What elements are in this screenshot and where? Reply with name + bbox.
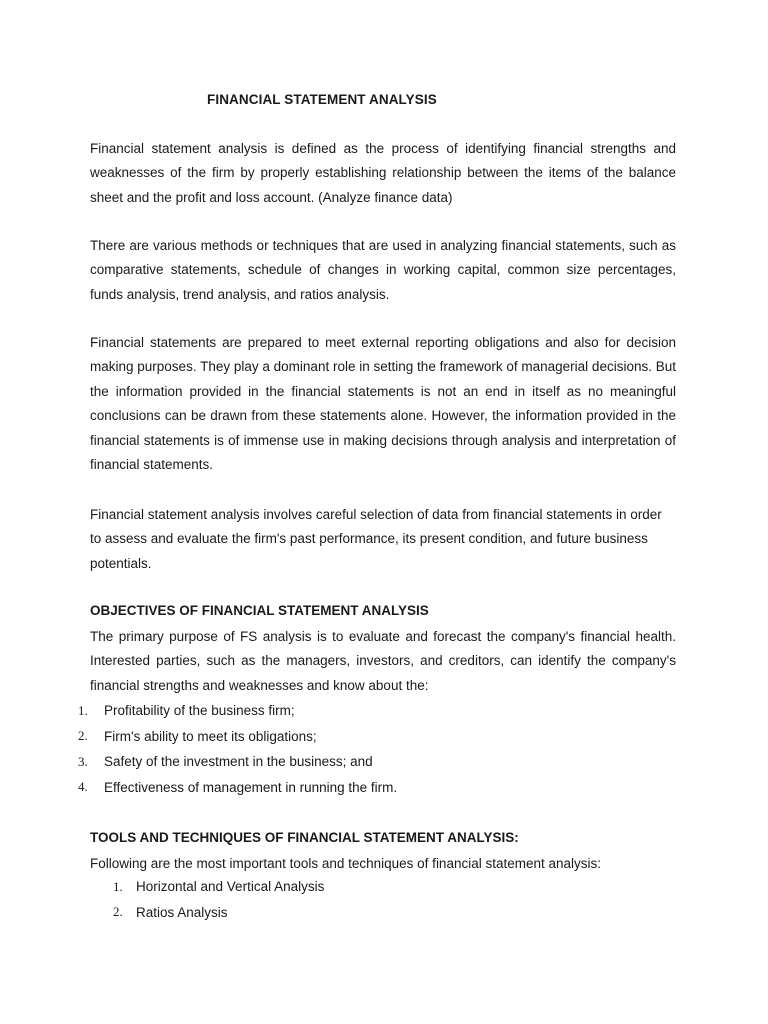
list-number: 4. <box>78 779 88 795</box>
objectives-intro: The primary purpose of FS analysis is to evaluate and forecast the company's financial health. Interested parties, such as the managers, investors, and creditors, can identify the company's financial strengths and weaknesses and know about the: <box>90 629 676 693</box>
objectives-list <box>78 698 397 800</box>
list-item <box>113 874 324 900</box>
list-text: Safety of the investment in the business; and <box>104 754 373 770</box>
list-number: 1. <box>78 702 88 718</box>
list-number: 2. <box>113 904 123 920</box>
paragraph-definition: Financial statement analysis is defined as the process of identifying financial strengths and weaknesses of the firm by properly establishing relationship between the items of the balance sheet and the profit and loss account. (Analyze finance data) <box>90 141 676 205</box>
list-item <box>78 698 397 724</box>
document-title: FINANCIAL STATEMENT ANALYSIS <box>207 92 437 107</box>
list-item <box>78 775 397 801</box>
tools-intro: Following are the most important tools and techniques of financial statement analysis: <box>90 856 602 871</box>
list-item <box>78 724 397 750</box>
paragraph-selection: Financial statement analysis involves careful selection of data from financial statements in order to assess and evaluate the firm's past performance, its present condition, and future business potentials. <box>90 507 662 571</box>
list-text: Firm's ability to meet its obligations; <box>104 728 317 744</box>
tools-heading: TOOLS AND TECHNIQUES OF FINANCIAL STATEMENT ANALYSIS: <box>90 830 519 845</box>
list-text: Profitability of the business firm; <box>104 703 295 719</box>
list-number: 3. <box>78 753 88 769</box>
list-number: 1. <box>113 878 123 894</box>
tools-list <box>113 874 324 925</box>
paragraph-methods: There are various methods or techniques that are used in analyzing financial statements, such as comparative statements, schedule of changes in working capital, common size percentages, funds analysis, trend analysis, and ratios analysis. <box>90 238 676 302</box>
list-item <box>78 749 397 775</box>
objectives-heading: OBJECTIVES OF FINANCIAL STATEMENT ANALYSIS <box>90 603 429 618</box>
list-item <box>113 900 324 926</box>
list-text: Ratios Analysis <box>136 904 228 920</box>
list-text: Horizontal and Vertical Analysis <box>136 879 325 895</box>
list-number: 2. <box>78 728 88 744</box>
list-text: Effectiveness of management in running the firm. <box>104 779 398 795</box>
paragraph-purpose: Financial statements are prepared to meet external reporting obligations and also for decision making purposes. They play a dominant role in setting the framework of managerial decisions. But the information provided in the financial statements is not an end in itself as no meaningful conclusions can be drawn from these statements alone. However, the information provided in the financial statements is of immense use in making decisions through analysis and interpretation of financial statements. <box>90 335 676 473</box>
